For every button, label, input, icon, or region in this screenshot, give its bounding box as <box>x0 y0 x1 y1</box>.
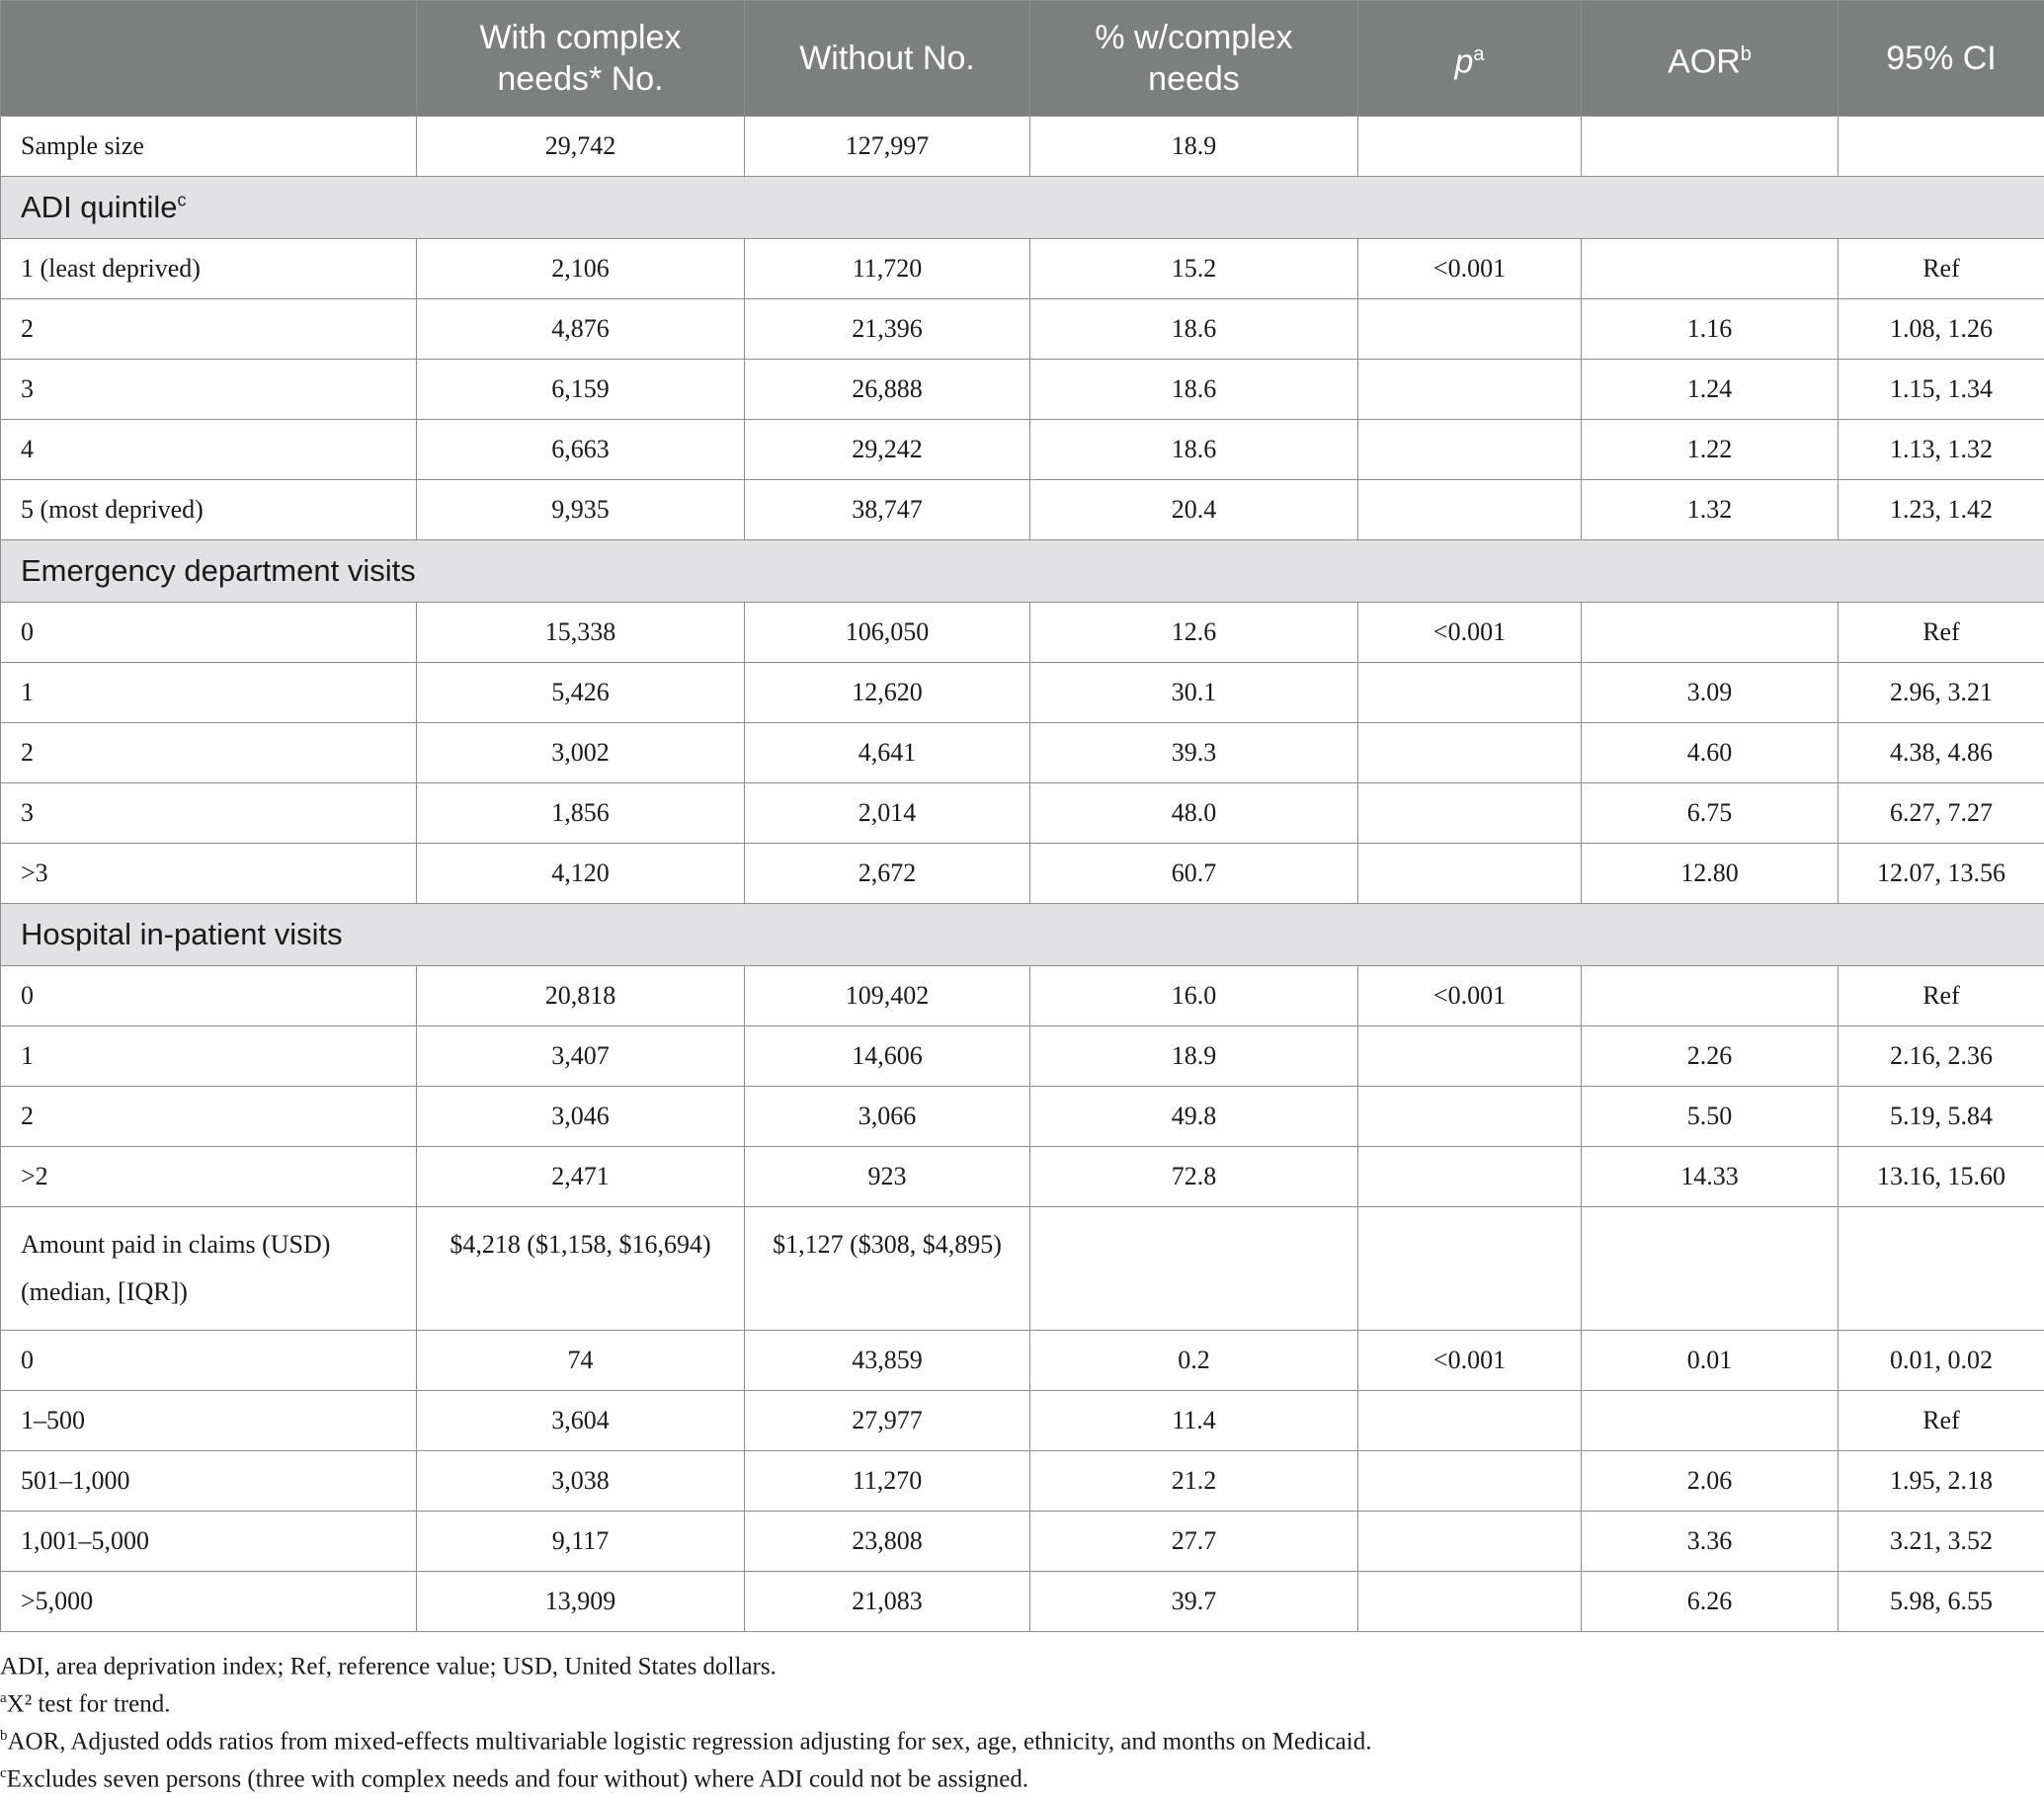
row-label-cell: Sample size <box>1 117 417 177</box>
footnote-b: $^b$AOR, Adjusted odds ratios from mixed-effects multivariable logistic regression adjusting for sex, age, ethnicity, and months on Medicaid. <box>0 1728 1372 1756</box>
table-row <box>1 1147 2044 1207</box>
table-cell: 0.01, 0.02 <box>1839 1331 2044 1391</box>
row-label-cell: 2 <box>1 299 417 360</box>
footnotes <box>0 1642 2035 1792</box>
row-label-cell: >5,000 <box>1 1572 417 1632</box>
table-cell <box>1839 1207 2044 1331</box>
table-row <box>1 360 2044 420</box>
table-cell: 3,407 <box>417 1026 745 1087</box>
table-cell: 1.16 <box>1582 299 1839 360</box>
footnote-c: $^c$Excludes seven persons (three with complex needs and four without) where ADI could not be assigned. <box>0 1765 1029 1793</box>
row-label-cell: >2 <box>1 1147 417 1207</box>
section-label <box>1 177 2044 239</box>
table-row <box>1 480 2044 540</box>
section-header-row <box>1 540 2044 603</box>
table-cell: 9,117 <box>417 1512 745 1572</box>
row-label-cell: 0 <box>1 1331 417 1391</box>
table-cell: 3.36 <box>1582 1512 1839 1572</box>
table-cell: 2.96, 3.21 <box>1839 663 2044 723</box>
table-row <box>1 966 2044 1026</box>
table-cell <box>1358 360 1582 420</box>
table-cell <box>1582 603 1839 663</box>
table-row <box>1 603 2044 663</box>
table-cell: 12,620 <box>745 663 1030 723</box>
table-cell: 49.8 <box>1030 1087 1358 1147</box>
table-cell <box>1358 480 1582 540</box>
table-cell: 2,471 <box>417 1147 745 1207</box>
table-cell: 29,242 <box>745 420 1030 480</box>
row-label-cell: 501–1,000 <box>1 1451 417 1512</box>
table-cell <box>1582 1391 1839 1451</box>
table-cell: 5.19, 5.84 <box>1839 1087 2044 1147</box>
table-row <box>1 663 2044 723</box>
header-percent-complex: % w/complex needs <box>1030 1 1358 117</box>
table-cell: 127,997 <box>745 117 1030 177</box>
row-label-cell: Amount paid in claims (USD) (median, [IQR]) <box>1 1207 417 1331</box>
table-cell: 12.07, 13.56 <box>1839 844 2044 904</box>
table-row <box>1 1207 2044 1331</box>
table-cell: Ref <box>1839 1391 2044 1451</box>
table-row <box>1 1512 2044 1572</box>
section-header-row <box>1 177 2044 239</box>
table-cell: 2,672 <box>745 844 1030 904</box>
table-cell: 43,859 <box>745 1331 1030 1391</box>
table-cell: $4,218 ($1,158, $16,694) <box>417 1207 745 1331</box>
table-cell: <0.001 <box>1358 1331 1582 1391</box>
table-cell: 2.26 <box>1582 1026 1839 1087</box>
table-cell: 4,120 <box>417 844 745 904</box>
table-cell: 12.6 <box>1030 603 1358 663</box>
table-cell: 27,977 <box>745 1391 1030 1451</box>
table-cell: 5,426 <box>417 663 745 723</box>
table-cell <box>1358 299 1582 360</box>
header-aor: AOR$^b$ <box>1582 1 1839 117</box>
table-cell <box>1358 420 1582 480</box>
table-cell: 26,888 <box>745 360 1030 420</box>
table-cell: $1,127 ($308, $4,895) <box>745 1207 1030 1331</box>
table-cell <box>1582 117 1839 177</box>
row-label-cell: 2 <box>1 1087 417 1147</box>
table-cell: 13,909 <box>417 1572 745 1632</box>
table-cell: 6,159 <box>417 360 745 420</box>
table-cell: 6.26 <box>1582 1572 1839 1632</box>
table-cell <box>1358 117 1582 177</box>
table-cell: 923 <box>745 1147 1030 1207</box>
table-row <box>1 783 2044 844</box>
table-cell: <0.001 <box>1358 966 1582 1026</box>
table-cell <box>1358 1207 1582 1331</box>
table-cell: 1.22 <box>1582 420 1839 480</box>
table-cell: 4.60 <box>1582 723 1839 783</box>
table-cell: 29,742 <box>417 117 745 177</box>
table-cell: 1.08, 1.26 <box>1839 299 2044 360</box>
table-cell: 1.13, 1.32 <box>1839 420 2044 480</box>
section-label-text: Hospital in-patient visits <box>21 917 343 951</box>
table-row <box>1 723 2044 783</box>
table-row <box>1 1026 2044 1087</box>
table-cell: 20.4 <box>1030 480 1358 540</box>
table-cell: 72.8 <box>1030 1147 1358 1207</box>
table-cell: 2.16, 2.36 <box>1839 1026 2044 1087</box>
section-label-text: ADI quintile <box>21 190 178 224</box>
table-cell: 30.1 <box>1030 663 1358 723</box>
table-cell: 18.9 <box>1030 117 1358 177</box>
table-cell: 12.80 <box>1582 844 1839 904</box>
row-label-cell: 1,001–5,000 <box>1 1512 417 1572</box>
table-row <box>1 844 2044 904</box>
table-cell <box>1358 1451 1582 1512</box>
table-cell: <0.001 <box>1358 239 1582 299</box>
section-header-row <box>1 904 2044 966</box>
table-cell: 38,747 <box>745 480 1030 540</box>
row-label-cell: >3 <box>1 844 417 904</box>
table-cell: 2,014 <box>745 783 1030 844</box>
table-cell: 15.2 <box>1030 239 1358 299</box>
table-cell <box>1582 239 1839 299</box>
table-row <box>1 1572 2044 1632</box>
table-cell <box>1358 1572 1582 1632</box>
table-cell: 3.21, 3.52 <box>1839 1512 2044 1572</box>
table-cell: 1.24 <box>1582 360 1839 420</box>
table-cell: 21,083 <box>745 1572 1030 1632</box>
table-cell: 3,604 <box>417 1391 745 1451</box>
table-cell <box>1358 1147 1582 1207</box>
section-label <box>1 904 2044 966</box>
table-row <box>1 420 2044 480</box>
table-cell: 9,935 <box>417 480 745 540</box>
table-cell: 14,606 <box>745 1026 1030 1087</box>
row-label-cell: 1 <box>1 1026 417 1087</box>
row-label-cell: 5 (most deprived) <box>1 480 417 540</box>
table-cell: Ref <box>1839 603 2044 663</box>
table-cell: 11,270 <box>745 1451 1030 1512</box>
table-body <box>1 117 2044 1632</box>
table-cell: 3,002 <box>417 723 745 783</box>
table-row <box>1 299 2044 360</box>
footnote-a: $^a$X² test for trend. <box>0 1690 171 1718</box>
table-cell <box>1358 723 1582 783</box>
table-cell: 2.06 <box>1582 1451 1839 1512</box>
row-label-cell: 1–500 <box>1 1391 417 1451</box>
table-cell: 5.98, 6.55 <box>1839 1572 2044 1632</box>
table-cell: 4.38, 4.86 <box>1839 723 2044 783</box>
table-cell: 6,663 <box>417 420 745 480</box>
table-cell <box>1358 783 1582 844</box>
table-cell: 3.09 <box>1582 663 1839 723</box>
table-cell: Ref <box>1839 966 2044 1026</box>
table-cell <box>1358 663 1582 723</box>
table-cell: 0.2 <box>1030 1331 1358 1391</box>
table-cell: 18.6 <box>1030 420 1358 480</box>
table-cell: 18.9 <box>1030 1026 1358 1087</box>
header-row <box>1 1 2044 117</box>
table-cell: 1.32 <box>1582 480 1839 540</box>
row-label-cell: 0 <box>1 966 417 1026</box>
table-cell <box>1358 1512 1582 1572</box>
table-cell: 39.3 <box>1030 723 1358 783</box>
table-row <box>1 239 2044 299</box>
table-row <box>1 117 2044 177</box>
header-with-complex-needs: With complex needs* No. <box>417 1 745 117</box>
table-cell: 106,050 <box>745 603 1030 663</box>
table-cell: 21,396 <box>745 299 1030 360</box>
section-label-text: Emergency department visits <box>21 553 416 588</box>
table-cell <box>1358 1026 1582 1087</box>
table-cell: 23,808 <box>745 1512 1030 1572</box>
footnote-abbreviations: ADI, area deprivation index; Ref, reference value; USD, United States dollars. <box>0 1653 777 1680</box>
table-cell: 11,720 <box>745 239 1030 299</box>
table-cell: 0.01 <box>1582 1331 1839 1391</box>
table-cell <box>1358 1391 1582 1451</box>
table-row <box>1 1451 2044 1512</box>
table-cell: 39.7 <box>1030 1572 1358 1632</box>
table-cell: 74 <box>417 1331 745 1391</box>
row-label-cell: 1 <box>1 663 417 723</box>
table-cell: 1,856 <box>417 783 745 844</box>
section-label-footnote-mark: c <box>177 190 187 210</box>
table-cell: 27.7 <box>1030 1512 1358 1572</box>
header-p-value: $p^a$ <box>1358 1 1582 117</box>
table-cell: 11.4 <box>1030 1391 1358 1451</box>
table-cell: 20,818 <box>417 966 745 1026</box>
row-label-cell: 3 <box>1 783 417 844</box>
table-cell: 18.6 <box>1030 360 1358 420</box>
row-label-cell: 4 <box>1 420 417 480</box>
table-cell: 3,046 <box>417 1087 745 1147</box>
table-row <box>1 1331 2044 1391</box>
row-label-cell: 2 <box>1 723 417 783</box>
table-row <box>1 1391 2044 1451</box>
table-cell: 6.75 <box>1582 783 1839 844</box>
table-cell: 6.27, 7.27 <box>1839 783 2044 844</box>
table-cell: 14.33 <box>1582 1147 1839 1207</box>
table-cell: 2,106 <box>417 239 745 299</box>
table-cell <box>1358 844 1582 904</box>
table-cell: 16.0 <box>1030 966 1358 1026</box>
table-cell <box>1839 117 2044 177</box>
row-label-cell: 0 <box>1 603 417 663</box>
row-label-cell: 3 <box>1 360 417 420</box>
table-cell: 1.23, 1.42 <box>1839 480 2044 540</box>
header-blank <box>1 1 417 117</box>
table-cell: 48.0 <box>1030 783 1358 844</box>
table-cell: 15,338 <box>417 603 745 663</box>
section-label <box>1 540 2044 603</box>
table-cell <box>1582 966 1839 1026</box>
table-cell <box>1030 1207 1358 1331</box>
table-cell: 21.2 <box>1030 1451 1358 1512</box>
table-cell: 13.16, 15.60 <box>1839 1147 2044 1207</box>
table-cell: 1.95, 2.18 <box>1839 1451 2044 1512</box>
table-cell: <0.001 <box>1358 603 1582 663</box>
table-cell: 4,876 <box>417 299 745 360</box>
table-cell: 1.15, 1.34 <box>1839 360 2044 420</box>
table-cell <box>1358 1087 1582 1147</box>
table-cell: 60.7 <box>1030 844 1358 904</box>
table-cell: 5.50 <box>1582 1087 1839 1147</box>
table-cell: Ref <box>1839 239 2044 299</box>
table-cell: 18.6 <box>1030 299 1358 360</box>
row-label-cell: 1 (least deprived) <box>1 239 417 299</box>
header-without: Without No. <box>745 1 1030 117</box>
table-cell: 4,641 <box>745 723 1030 783</box>
header-ci: 95% CI <box>1839 1 2044 117</box>
table-cell <box>1582 1207 1839 1331</box>
table-row <box>1 1087 2044 1147</box>
table-cell: 109,402 <box>745 966 1030 1026</box>
table-cell: 3,038 <box>417 1451 745 1512</box>
table-cell: 3,066 <box>745 1087 1030 1147</box>
